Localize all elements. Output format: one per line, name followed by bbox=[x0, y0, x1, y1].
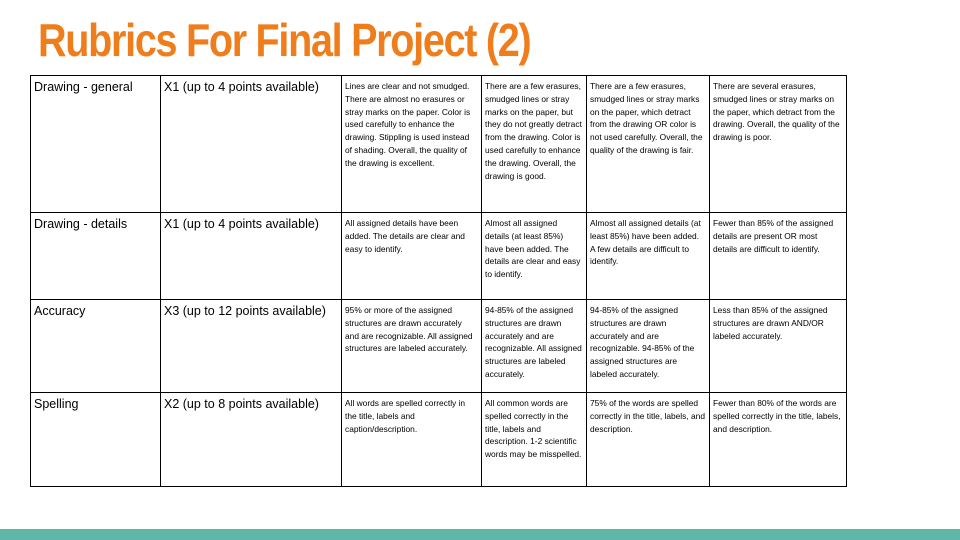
level-good-cell: 94-85% of the assigned structures are drawn accurately and are recognizable. All assigned structures are labeled accurately. bbox=[482, 300, 587, 393]
weight-cell: X3 (up to 12 points available) bbox=[161, 300, 342, 393]
level-poor-cell: Less than 85% of the assigned structures are drawn AND/OR labeled accurately. bbox=[710, 300, 847, 393]
footer-accent-bar bbox=[0, 529, 960, 540]
weight-cell: X1 (up to 4 points available) bbox=[161, 76, 342, 213]
level-excellent-cell: All assigned details have been added. The details are clear and easy to identify. bbox=[342, 213, 482, 300]
level-good-cell: All common words are spelled correctly in the title, labels and description. 1-2 scientific words may be misspelled. bbox=[482, 393, 587, 487]
weight-cell: X1 (up to 4 points available) bbox=[161, 213, 342, 300]
level-poor-cell: There are several erasures, smudged lines or stray marks on the paper, which detract from the drawing. Overall, the quality of the drawing is poor. bbox=[710, 76, 847, 213]
level-fair-cell: There are a few erasures, smudged lines or stray marks on the paper, which detract from the drawing OR color is not used carefully. Overall, the quality of the drawing is fair. bbox=[587, 76, 710, 213]
level-excellent-cell: 95% or more of the assigned structures are drawn accurately and are recognizable. All assigned structures are labeled accurately. bbox=[342, 300, 482, 393]
level-poor-cell: Fewer than 85% of the assigned details are present OR most details are difficult to identify. bbox=[710, 213, 847, 300]
rubric-row-drawing-general bbox=[31, 76, 847, 213]
level-excellent-cell: Lines are clear and not smudged. There are almost no erasures or stray marks on the paper. Color is used carefully to enhance the drawing. Stippling is used instead of shading. Overall, the quality of the drawing is excellent. bbox=[342, 76, 482, 213]
level-fair-cell: 94-85% of the assigned structures are drawn accurately and are recognizable. 94-85% of the assigned structures are labeled accurately. bbox=[587, 300, 710, 393]
rubric-table bbox=[30, 75, 847, 487]
level-poor-cell: Fewer than 80% of the words are spelled correctly in the title, labels, and description. bbox=[710, 393, 847, 487]
weight-cell: X2 (up to 8 points available) bbox=[161, 393, 342, 487]
level-fair-cell: Almost all assigned details (at least 85%) have been added. A few details are difficult to identify. bbox=[587, 213, 710, 300]
rubric-row-accuracy bbox=[31, 300, 847, 393]
criterion-cell: Drawing - general bbox=[31, 76, 161, 213]
criterion-cell: Accuracy bbox=[31, 300, 161, 393]
criterion-cell: Spelling bbox=[31, 393, 161, 487]
rubric-row-drawing-details bbox=[31, 213, 847, 300]
level-good-cell: Almost all assigned details (at least 85%) have been added. The details are clear and easy to identify. bbox=[482, 213, 587, 300]
level-fair-cell: 75% of the words are spelled correctly in the title, labels, and description. bbox=[587, 393, 710, 487]
rubric-row-spelling bbox=[31, 393, 847, 487]
level-good-cell: There are a few erasures, smudged lines or stray marks on the paper, but they do not greatly detract from the drawing. Color is used carefully to enhance the drawing. Overall, the drawing is good. bbox=[482, 76, 587, 213]
criterion-cell: Drawing - details bbox=[31, 213, 161, 300]
slide-title: Rubrics For Final Project (2) bbox=[38, 14, 531, 66]
level-excellent-cell: All words are spelled correctly in the title, labels and caption/description. bbox=[342, 393, 482, 487]
